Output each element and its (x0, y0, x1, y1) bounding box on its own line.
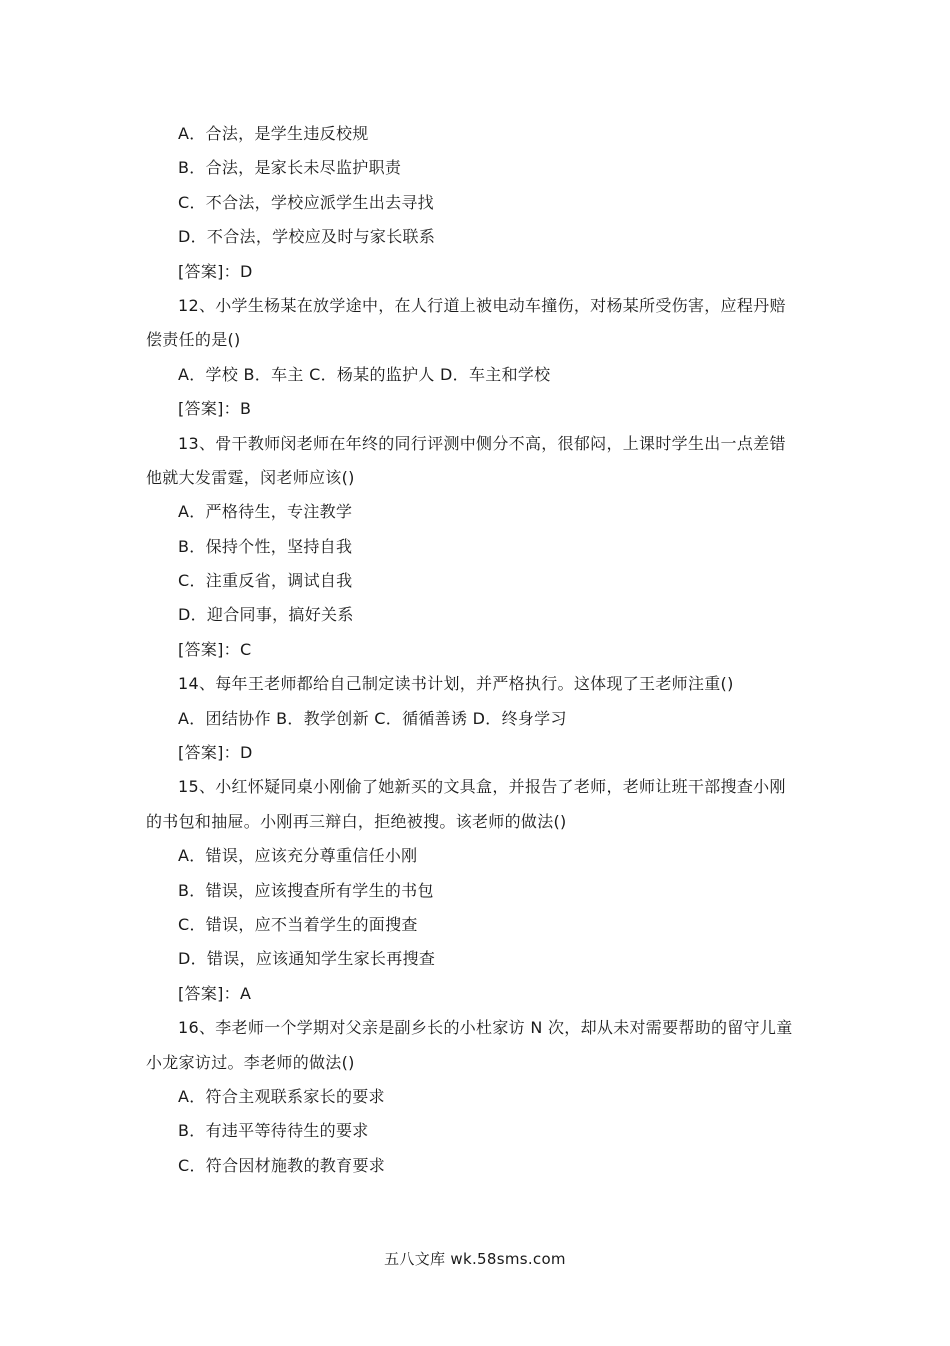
option-line: A．学校 B．车主 C．杨某的监护人 D．车主和学校 (178, 364, 551, 384)
answer-line: [答案]：A (178, 983, 252, 1003)
answer-line: [答案]：D (178, 261, 253, 281)
option-line: B．错误，应该搜查所有学生的书包 (178, 880, 434, 900)
option-line: C．不合法，学校应派学生出去寻找 (178, 192, 434, 212)
option-line: A．符合主观联系家长的要求 (178, 1086, 385, 1106)
option-line: A．严格待生，专注教学 (178, 502, 353, 522)
option-line: D．不合法，学校应及时与家长联系 (178, 227, 436, 247)
question-15-line-2: 的书包和抽屉。小刚再三辩白，拒绝被搜。该老师的做法() (146, 811, 567, 831)
option-line: D．错误，应该通知学生家长再搜查 (178, 949, 436, 969)
question-13-line-1: 13、骨干教师闵老师在年终的同行评测中侧分不高，很郁闷，上课时学生出一点差错 (178, 433, 786, 453)
answer-line: [答案]：C (178, 639, 252, 659)
question-13-line-2: 他就大发雷霆，闵老师应该() (146, 467, 355, 487)
option-line: C．符合因材施教的教育要求 (178, 1155, 386, 1175)
option-line: A．团结协作 B．教学创新 C．循循善诱 D．终身学习 (178, 708, 567, 728)
option-line: A．错误，应该充分尊重信任小刚 (178, 846, 418, 866)
option-line: C．错误，应不当着学生的面搜查 (178, 914, 418, 934)
question-12-line-1: 12、小学生杨某在放学途中，在人行道上被电动车撞伤，对杨某所受伤害，应程丹赔 (178, 295, 786, 315)
option-line: A．合法，是学生违反校规 (178, 124, 369, 143)
option-line: D．迎合同事，搞好关系 (178, 605, 354, 625)
option-line: B．合法，是家长未尽监护职责 (178, 158, 402, 178)
option-line: B．有违平等待待生的要求 (178, 1121, 369, 1141)
document-body (146, 117, 806, 1183)
question-16-line-2: 小龙家访过。李老师的做法() (146, 1052, 355, 1072)
question-14-line-1: 14、每年王老师都给自己制定读书计划，并严格执行。这体现了王老师注重() (178, 674, 734, 694)
option-line: B．保持个性，坚持自我 (178, 536, 353, 556)
page-footer: 五八文库 wk.58sms.com (384, 1250, 566, 1268)
answer-line: [答案]：D (178, 743, 253, 763)
question-15-line-1: 15、小红怀疑同桌小刚偷了她新买的文具盒，并报告了老师，老师让班干部搜查小刚 (178, 777, 786, 797)
answer-line: [答案]：B (178, 399, 252, 419)
question-16-line-1: 16、李老师一个学期对父亲是副乡长的小杜家访 N 次，却从未对需要帮助的留守儿童 (178, 1018, 793, 1038)
option-line: C．注重反省，调试自我 (178, 571, 353, 591)
question-12-line-2: 偿责任的是() (146, 330, 241, 350)
